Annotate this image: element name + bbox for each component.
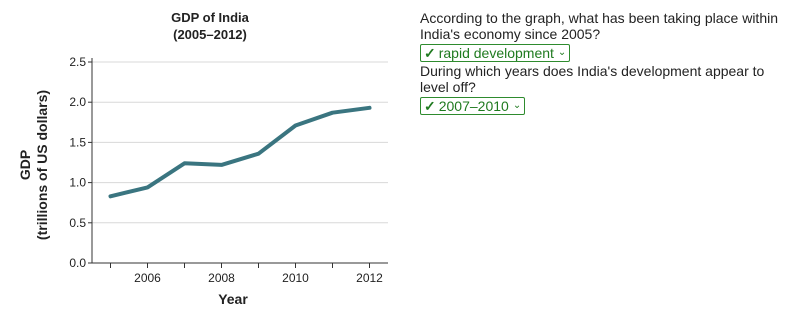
- chevron-down-icon: ⌄: [512, 100, 522, 111]
- question-1-text: According to the graph, what has been taking place within India's economy since 2005?: [420, 10, 779, 42]
- y-axis-title-line-2: (trillions of US dollars): [34, 89, 50, 241]
- x-tick-label: 2006: [134, 271, 161, 285]
- y-tick-label: 1.0: [69, 175, 86, 190]
- chart-title-group: [171, 10, 250, 42]
- question-2-text: During which years does India's development appear to level off?: [420, 63, 765, 95]
- question-panel: [420, 10, 790, 116]
- y-tick-label: 2.0: [69, 95, 86, 110]
- x-tick-label: 2008: [208, 271, 235, 285]
- answer-dropdown-1[interactable]: [420, 44, 570, 62]
- answer-dropdown-2-value: 2007–2010: [438, 98, 509, 114]
- gridlines: [92, 62, 388, 223]
- checkmark-icon: ✓: [424, 45, 436, 61]
- chevron-down-icon: ⌄: [557, 47, 567, 58]
- answer-dropdown-1-value: rapid development: [438, 45, 554, 61]
- x-axis-title: Year: [218, 291, 248, 307]
- answer-dropdown-2[interactable]: [420, 97, 525, 115]
- y-axis-title-line-1: GDP: [17, 149, 33, 181]
- tick-labels: [69, 55, 383, 285]
- checkmark-icon: ✓: [424, 98, 436, 114]
- y-axis-title: [17, 90, 50, 240]
- x-tick-label: 2010: [282, 271, 309, 285]
- y-tick-label: 0.0: [69, 256, 86, 270]
- y-tick-label: 1.5: [69, 135, 86, 150]
- axes: [88, 58, 388, 268]
- chart-subtitle: (2005–2012): [173, 27, 247, 42]
- x-tick-label: 2012: [356, 271, 383, 285]
- y-tick-label: 0.5: [69, 215, 86, 230]
- y-tick-label: 2.5: [69, 55, 86, 69]
- question-2: [420, 63, 790, 116]
- question-1: [420, 10, 790, 63]
- chart-title: GDP of India: [171, 10, 249, 25]
